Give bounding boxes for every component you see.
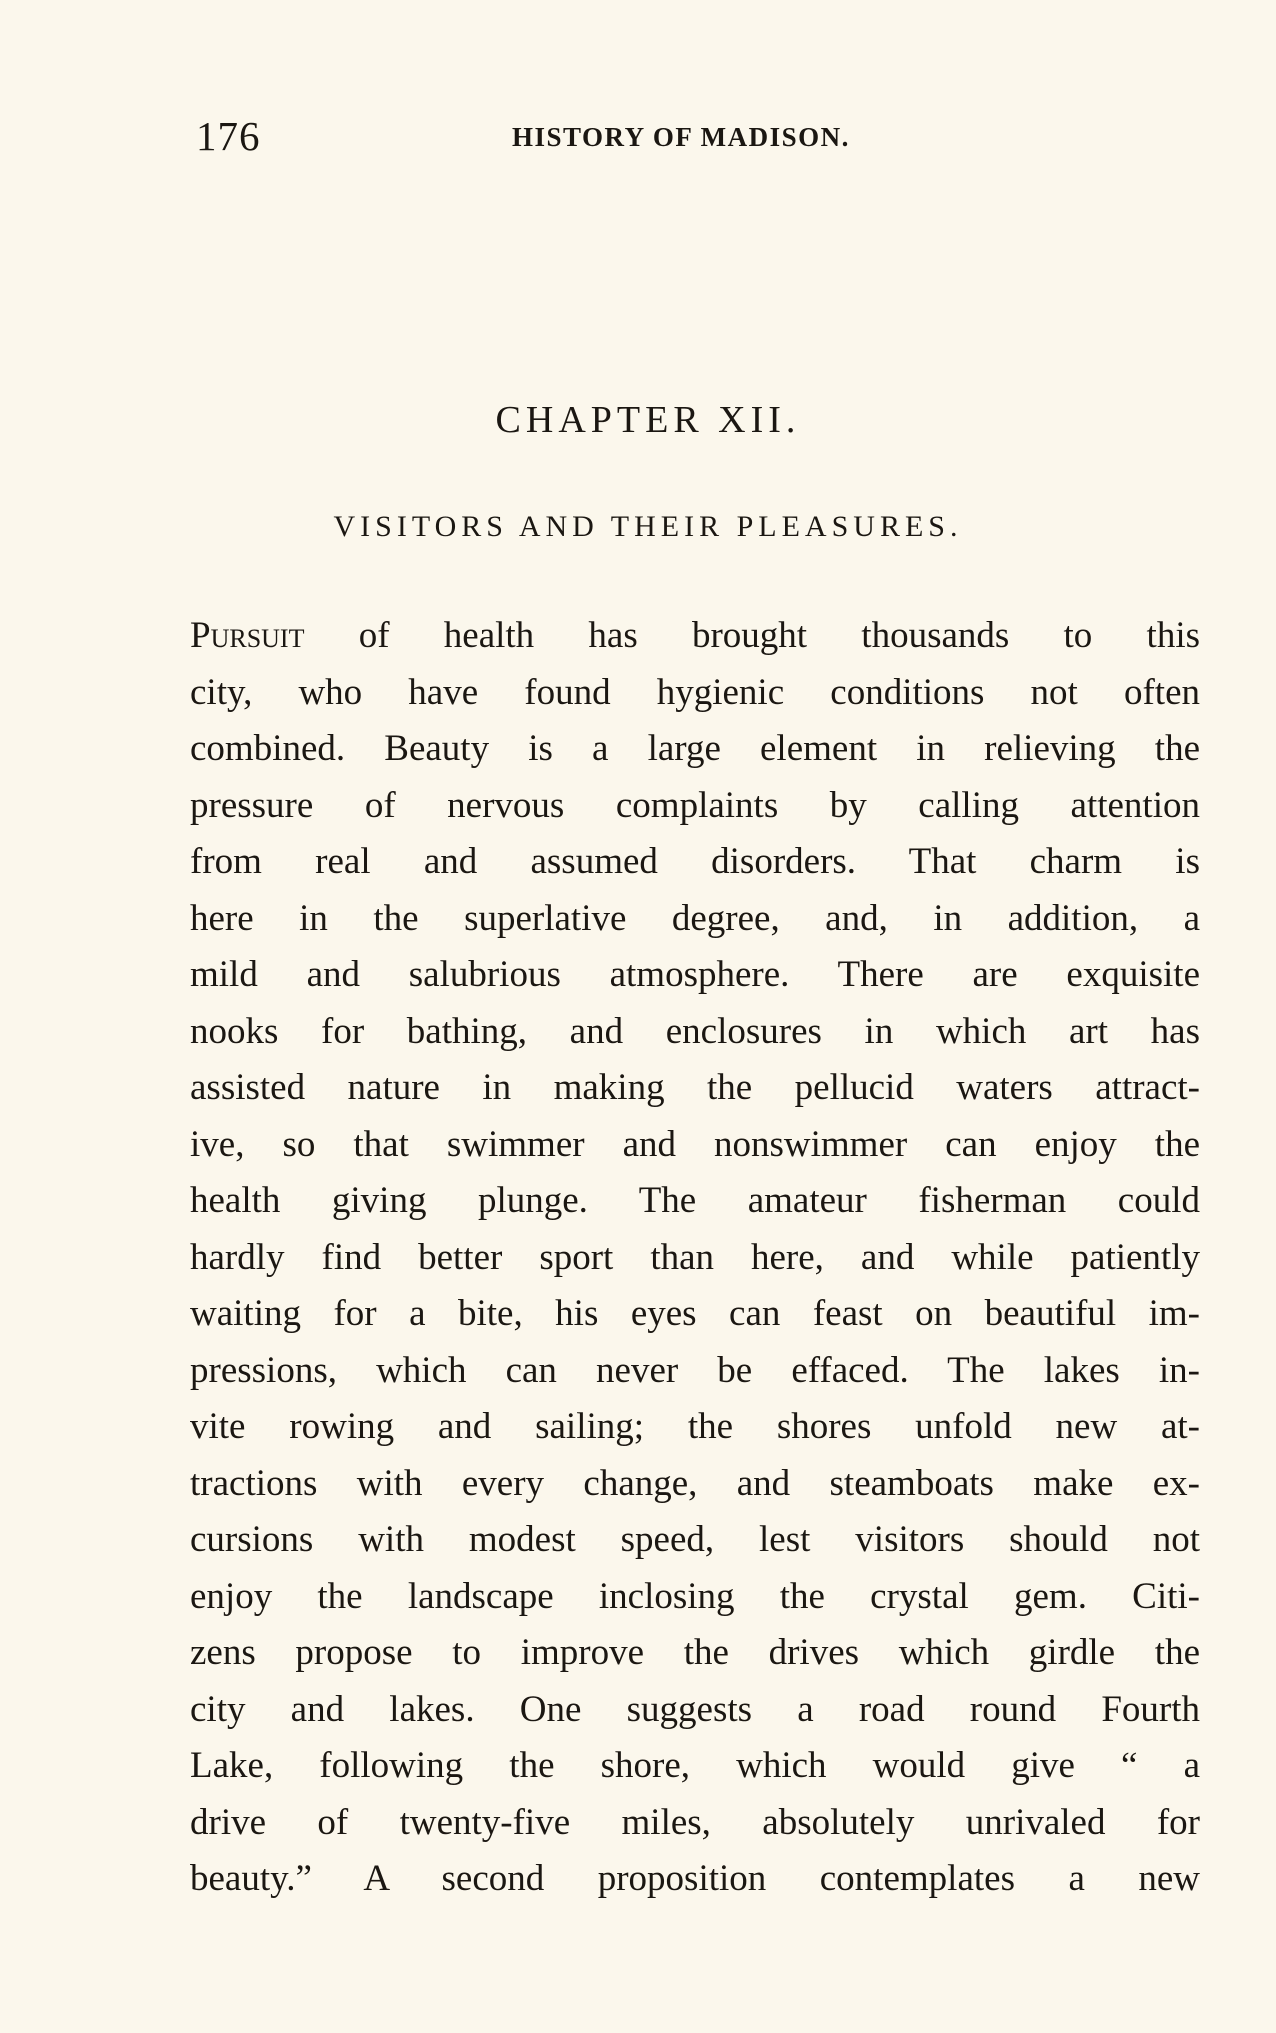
text-line: mild and salubrious atmosphere. There are exquisite	[190, 954, 1200, 995]
text-line: tractions with every change, and steamboats make ex-	[190, 1462, 1200, 1504]
text-line: city, who have found hygienic conditions not often	[190, 671, 1200, 713]
text-line: health giving plunge. The amateur fisherman could	[190, 1180, 1200, 1221]
text-line: ive, so that swimmer and nonswimmer can enjoy the	[190, 1123, 1200, 1165]
text-line: drive of twenty-five miles, absolutely unrivaled for	[190, 1801, 1200, 1843]
running-head: HISTORY OF MADISON.	[512, 122, 850, 152]
page-number: 176	[196, 113, 261, 159]
text-line: Lake, following the shore, which would give “ a	[190, 1745, 1200, 1786]
text-line: from real and assumed disorders. That charm is	[190, 841, 1200, 882]
text-line-content: of health has brought thousands to this	[358, 615, 1200, 656]
text-line: city and lakes. One suggests a road round Fourth	[190, 1688, 1200, 1730]
text-line: waiting for a bite, his eyes can feast on beautiful im-	[190, 1293, 1200, 1334]
text-line: beauty.” A second proposition contemplates a new	[190, 1858, 1200, 1899]
text-line: combined. Beauty is a large element in relieving the	[190, 728, 1200, 769]
body-paragraph	[190, 608, 1200, 1908]
text-line: cursions with modest speed, lest visitors should not	[190, 1519, 1200, 1560]
text-line: assisted nature in making the pellucid waters attract-	[190, 1067, 1200, 1108]
chapter-subtitle: VISITORS AND THEIR PLEASURES.	[333, 510, 963, 543]
text-line: zens propose to improve the drives which girdle the	[190, 1632, 1200, 1673]
text-line: nooks for bathing, and enclosures in which art has	[190, 1010, 1200, 1052]
text-line: pressions, which can never be effaced. The lakes in-	[190, 1349, 1200, 1391]
text-line: vite rowing and sailing; the shores unfold new at-	[190, 1406, 1200, 1447]
text-line: enjoy the landscape inclosing the crystal gem. Citi-	[190, 1575, 1200, 1617]
lead-word: Pursuit	[190, 615, 305, 656]
text-line	[190, 608, 1200, 665]
text-line: here in the superlative degree, and, in addition, a	[190, 897, 1200, 939]
text-line: hardly find better sport than here, and while patiently	[190, 1236, 1200, 1278]
text-line: pressure of nervous complaints by calling attention	[190, 784, 1200, 826]
chapter-title: CHAPTER XII.	[495, 399, 801, 441]
